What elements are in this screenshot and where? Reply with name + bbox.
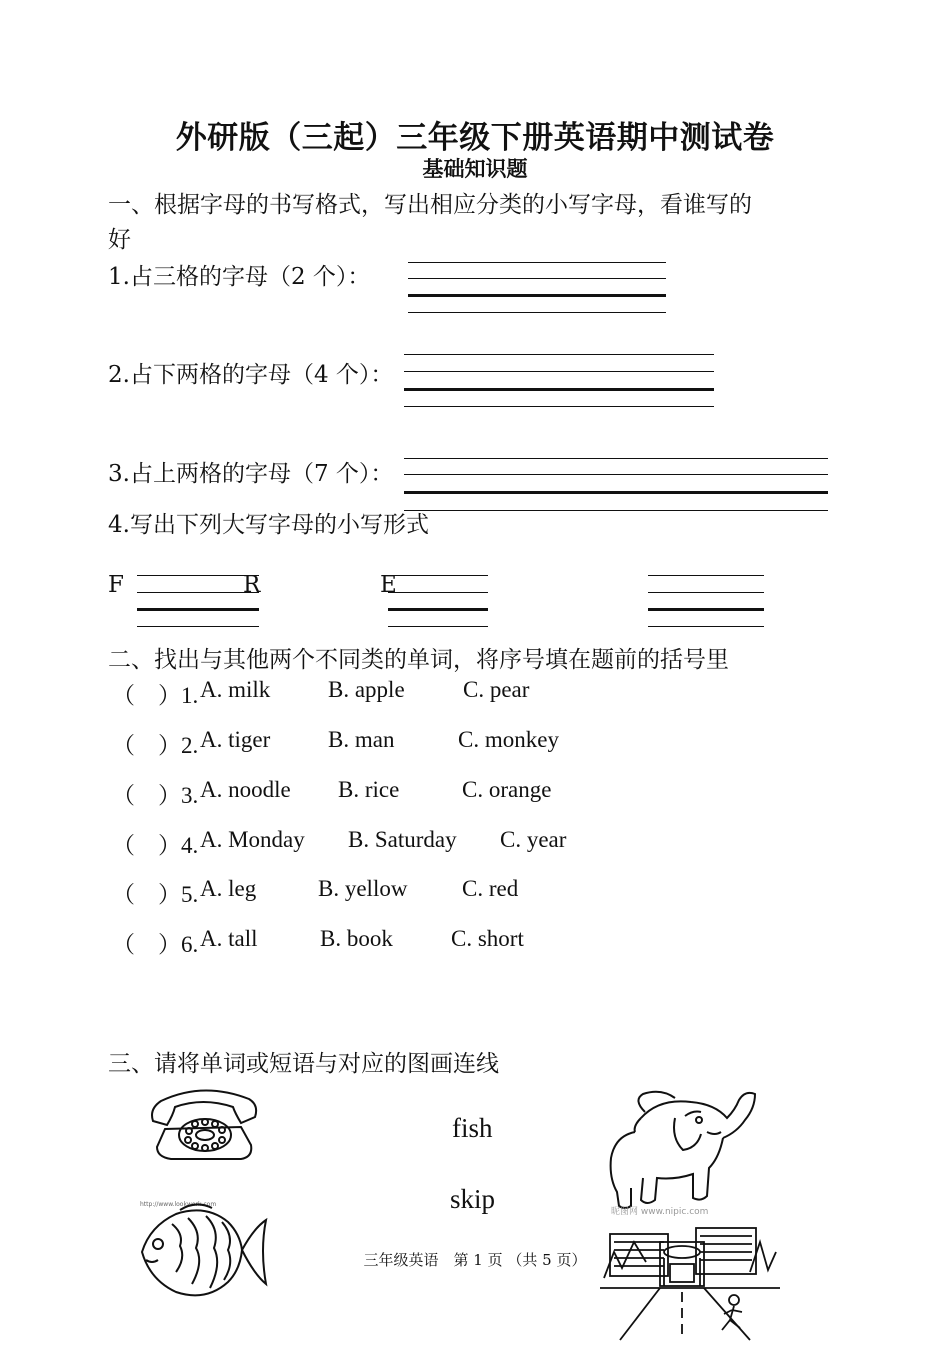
section1-heading-cont: 好 — [108, 227, 131, 253]
page-footer: 三年级英语 第 1 页 （共 5 页） — [363, 1251, 587, 1269]
section1-heading: 一、根据字母的书写格式，写出相应分类的小写字母，看谁写的 — [108, 192, 752, 218]
svg-text:昵图网 www.nipic.com: 昵图网 www.nipic.com — [611, 1207, 709, 1216]
school-icon[interactable] — [600, 1212, 780, 1342]
question-1-3: 3.占上两格的字母（7 个）： — [108, 461, 394, 487]
word-fish[interactable]: fish — [452, 1113, 493, 1143]
question-1-2: 2.占下两格的字母（4 个）： — [108, 362, 394, 388]
svg-text:http://www.lookwork.com: http://www.lookwork.com — [140, 1201, 217, 1208]
page-subtitle: 基础知识题 — [422, 156, 528, 181]
page-title: 外研版（三起）三年级下册英语期中测试卷 — [175, 120, 775, 156]
word-skip[interactable]: skip — [450, 1184, 496, 1214]
section3-heading: 三、请将单词或短语与对应的图画连线 — [108, 1051, 499, 1077]
telephone-icon[interactable] — [145, 1083, 263, 1165]
section2-heading: 二、找出与其他两个不同类的单词，将序号填在题前的括号里 — [108, 647, 729, 673]
letter-e: E — [380, 572, 397, 598]
question-1-4: 4.写出下列大写字母的小写形式 — [108, 512, 429, 538]
elephant-icon[interactable] — [605, 1088, 765, 1216]
letter-r: R — [243, 572, 261, 598]
letter-f: F — [108, 572, 124, 598]
question-1-1: 1.占三格的字母（2 个）： — [108, 264, 371, 290]
